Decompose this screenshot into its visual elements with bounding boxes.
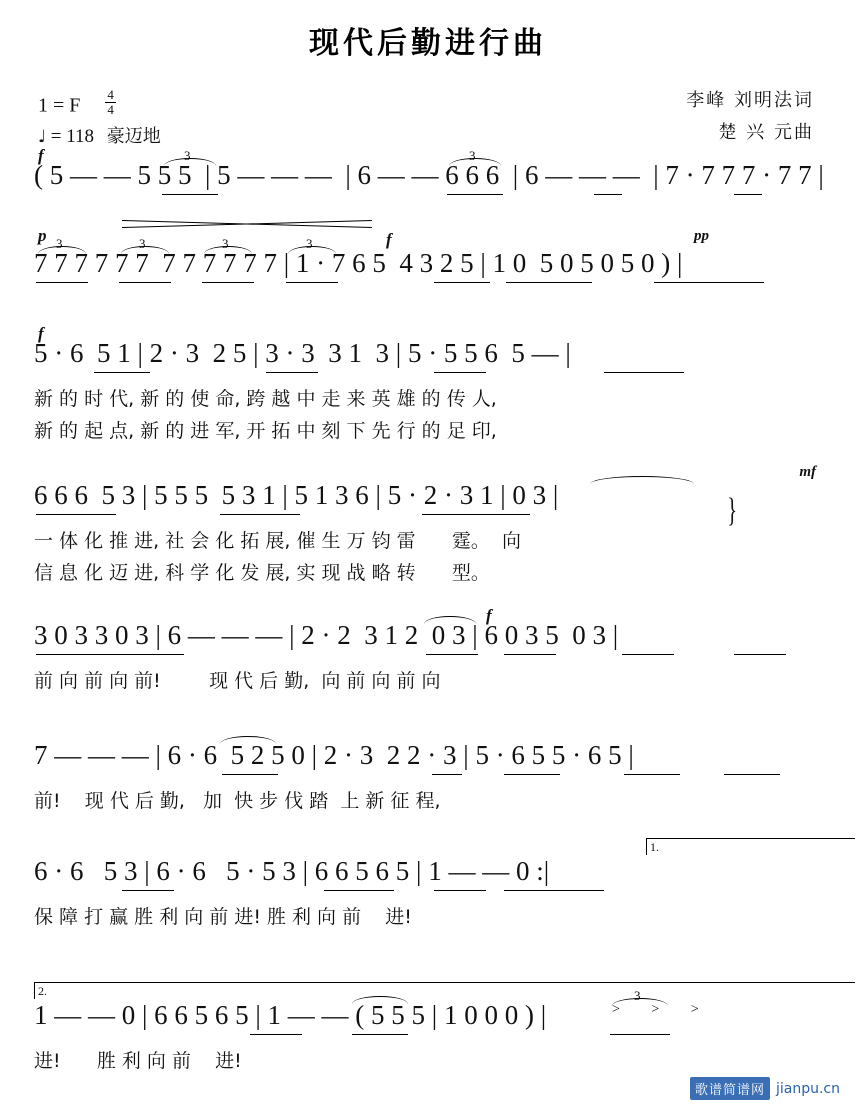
beam-line bbox=[504, 890, 604, 891]
first-ending-bracket bbox=[646, 838, 855, 855]
triplet-number: 3 bbox=[56, 236, 63, 251]
watermark bbox=[690, 1077, 840, 1100]
dynamic-mezzoforte: mf bbox=[799, 464, 816, 480]
beam-line bbox=[504, 774, 560, 775]
beam-line bbox=[352, 1034, 408, 1035]
notation-line: 6 · 6 5 3 | 6 · 6 5 · 5 3 | 6 6 5 6 5 | 1 — — 0 :| bbox=[34, 856, 550, 886]
music-row-3 bbox=[34, 324, 824, 446]
lyric-line-verse2: 信 息 化 迈 进, 科 学 化 发 展, 实 现 战 略 转 型。 bbox=[34, 562, 490, 584]
lyric-line-verse2: 新 的 起 点, 新 的 进 军, 开 拓 中 刻 下 先 行 的 足 印, bbox=[34, 420, 497, 442]
notation-line: 7 7 7 7 7 7 7 7 7 7 7 7 | 1 · 7 6 5 4 3 2 5 | 1 0 5 0 5 0 5 0 ) | bbox=[34, 248, 683, 278]
beam-line bbox=[604, 372, 684, 373]
time-signature-numerator: 4 bbox=[107, 87, 114, 102]
tempo-value: = 118 bbox=[50, 126, 95, 147]
beam-line bbox=[286, 282, 338, 283]
notation-line: ( 5 — — 5 5 5 | 5 — — — | 6 — — 6 6 6 | 6 — — — | 7 · 7 7 7 · 7 7 | bbox=[34, 160, 824, 190]
music-row-8 bbox=[34, 984, 824, 1076]
triplet-number: 3 bbox=[222, 236, 229, 251]
lyric-line: 前 向 前 向 前! 现 代 后 勤, 向 前 向 前 向 bbox=[34, 670, 441, 692]
music-row-6 bbox=[34, 740, 824, 816]
music-row-2 bbox=[34, 226, 824, 294]
lyric-line: 保 障 打 赢 胜 利 向 前 进! 胜 利 向 前 进! bbox=[34, 906, 412, 928]
beam-line bbox=[432, 774, 462, 775]
tie-arc bbox=[424, 616, 476, 624]
key-label: 1 = F bbox=[38, 94, 81, 117]
lyric-line-verse1: 一 体 化 推 进, 社 会 化 拓 展, 催 生 万 钧 雷 霆。 向 bbox=[34, 530, 521, 552]
music-row-1 bbox=[34, 146, 824, 206]
beam-line bbox=[162, 194, 218, 195]
dynamic-piano: p bbox=[38, 226, 47, 245]
time-signature-denominator: 4 bbox=[107, 101, 114, 117]
beam-line bbox=[119, 282, 171, 283]
beam-line bbox=[434, 890, 486, 891]
triplet-number: 3 bbox=[184, 148, 191, 163]
music-row-7 bbox=[34, 840, 824, 932]
composer-credit: 楚 兴 元曲 bbox=[718, 122, 814, 143]
triplet-number: 3 bbox=[634, 988, 641, 1003]
beam-line bbox=[422, 514, 530, 515]
ending-number: 2. bbox=[38, 984, 47, 998]
beam-line bbox=[724, 774, 780, 775]
dynamic-forte: f bbox=[38, 324, 44, 343]
beam-line bbox=[250, 1034, 302, 1035]
beam-line bbox=[504, 654, 556, 655]
notation-line: 6 6 6 5 3 | 5 5 5 5 3 1 | 5 1 3 6 | 5 · 2 · 3 1 | 0 3 | bbox=[34, 480, 559, 510]
notation-line: 5 · 6 5 1 | 2 · 3 2 5 | 3 · 3 3 1 3 | 5 · 5 5 6 5 — | bbox=[34, 338, 571, 368]
beam-line bbox=[622, 654, 674, 655]
notation-line: 3 0 3 3 0 3 | 6 — — — | 2 · 2 3 1 2 0 3 | 6 0 3 5 0 3 | bbox=[34, 620, 619, 650]
beam-line bbox=[624, 774, 680, 775]
tempo-style: 豪迈地 bbox=[106, 126, 161, 147]
triplet-number: 3 bbox=[139, 236, 146, 251]
beam-line bbox=[94, 372, 150, 373]
dynamic-forte: f bbox=[386, 230, 392, 249]
beam-line bbox=[426, 654, 478, 655]
beam-line bbox=[654, 282, 764, 283]
dynamic-forte: f bbox=[486, 606, 492, 625]
beam-line bbox=[202, 282, 254, 283]
music-row-5 bbox=[34, 606, 824, 696]
lyric-line: 前! 现 代 后 勤, 加 快 步 伐 踏 上 新 征 程, bbox=[34, 790, 441, 812]
beam-line bbox=[220, 514, 300, 515]
notation-line: 1 — — 0 | 6 6 5 6 5 | 1 — — ( 5 5 5 | 1 0 0 0 ) | bbox=[34, 1000, 547, 1030]
dynamic-pianissimo: pp bbox=[694, 228, 709, 244]
page-title: 现代后勤进行曲 bbox=[309, 26, 547, 61]
site-logo: 歌谱简谱网 bbox=[690, 1077, 770, 1100]
beam-line bbox=[734, 194, 762, 195]
beam-line bbox=[36, 282, 88, 283]
lyric-line-verse1: 新 的 时 代, 新 的 使 命, 跨 越 中 走 来 英 雄 的 传 人, bbox=[34, 388, 497, 410]
beam-line bbox=[506, 282, 592, 283]
beam-line bbox=[734, 654, 786, 655]
beam-line bbox=[434, 282, 490, 283]
triplet-number: 3 bbox=[306, 236, 313, 251]
beam-line bbox=[610, 1034, 670, 1035]
dynamic-forte: f bbox=[38, 146, 44, 165]
lyricist-credit: 李峰 刘明法词 bbox=[686, 90, 814, 111]
tie-arc bbox=[220, 736, 276, 744]
accent-marks: > > > bbox=[612, 1002, 713, 1017]
beam-line bbox=[447, 194, 503, 195]
site-url: jianpu.cn bbox=[775, 1080, 840, 1097]
ending-number: 1. bbox=[650, 840, 659, 854]
tempo-marking bbox=[38, 122, 161, 148]
verse-brace: } bbox=[727, 492, 738, 529]
lyric-line: 进! 胜 利 向 前 进! bbox=[34, 1050, 242, 1072]
quarter-note-icon: ♩ bbox=[38, 127, 47, 147]
key-signature bbox=[38, 88, 116, 118]
beam-line bbox=[36, 654, 184, 655]
beam-line bbox=[594, 194, 622, 195]
second-ending-bracket bbox=[34, 982, 855, 999]
triplet-number: 3 bbox=[469, 148, 476, 163]
decrescendo-hairpin bbox=[122, 220, 372, 240]
beam-line bbox=[36, 514, 116, 515]
beam-line bbox=[222, 774, 278, 775]
beam-line bbox=[434, 372, 486, 373]
tie-arc bbox=[590, 476, 694, 484]
beam-line bbox=[122, 890, 174, 891]
time-signature bbox=[105, 88, 116, 116]
music-row-4 bbox=[34, 464, 824, 588]
notation-line: 7 — — — | 6 · 6 5 2 5 0 | 2 · 3 2 2 · 3 | 5 · 6 5 5 · 6 5 | bbox=[34, 740, 634, 770]
beam-line bbox=[266, 372, 318, 373]
beam-line bbox=[324, 890, 394, 891]
